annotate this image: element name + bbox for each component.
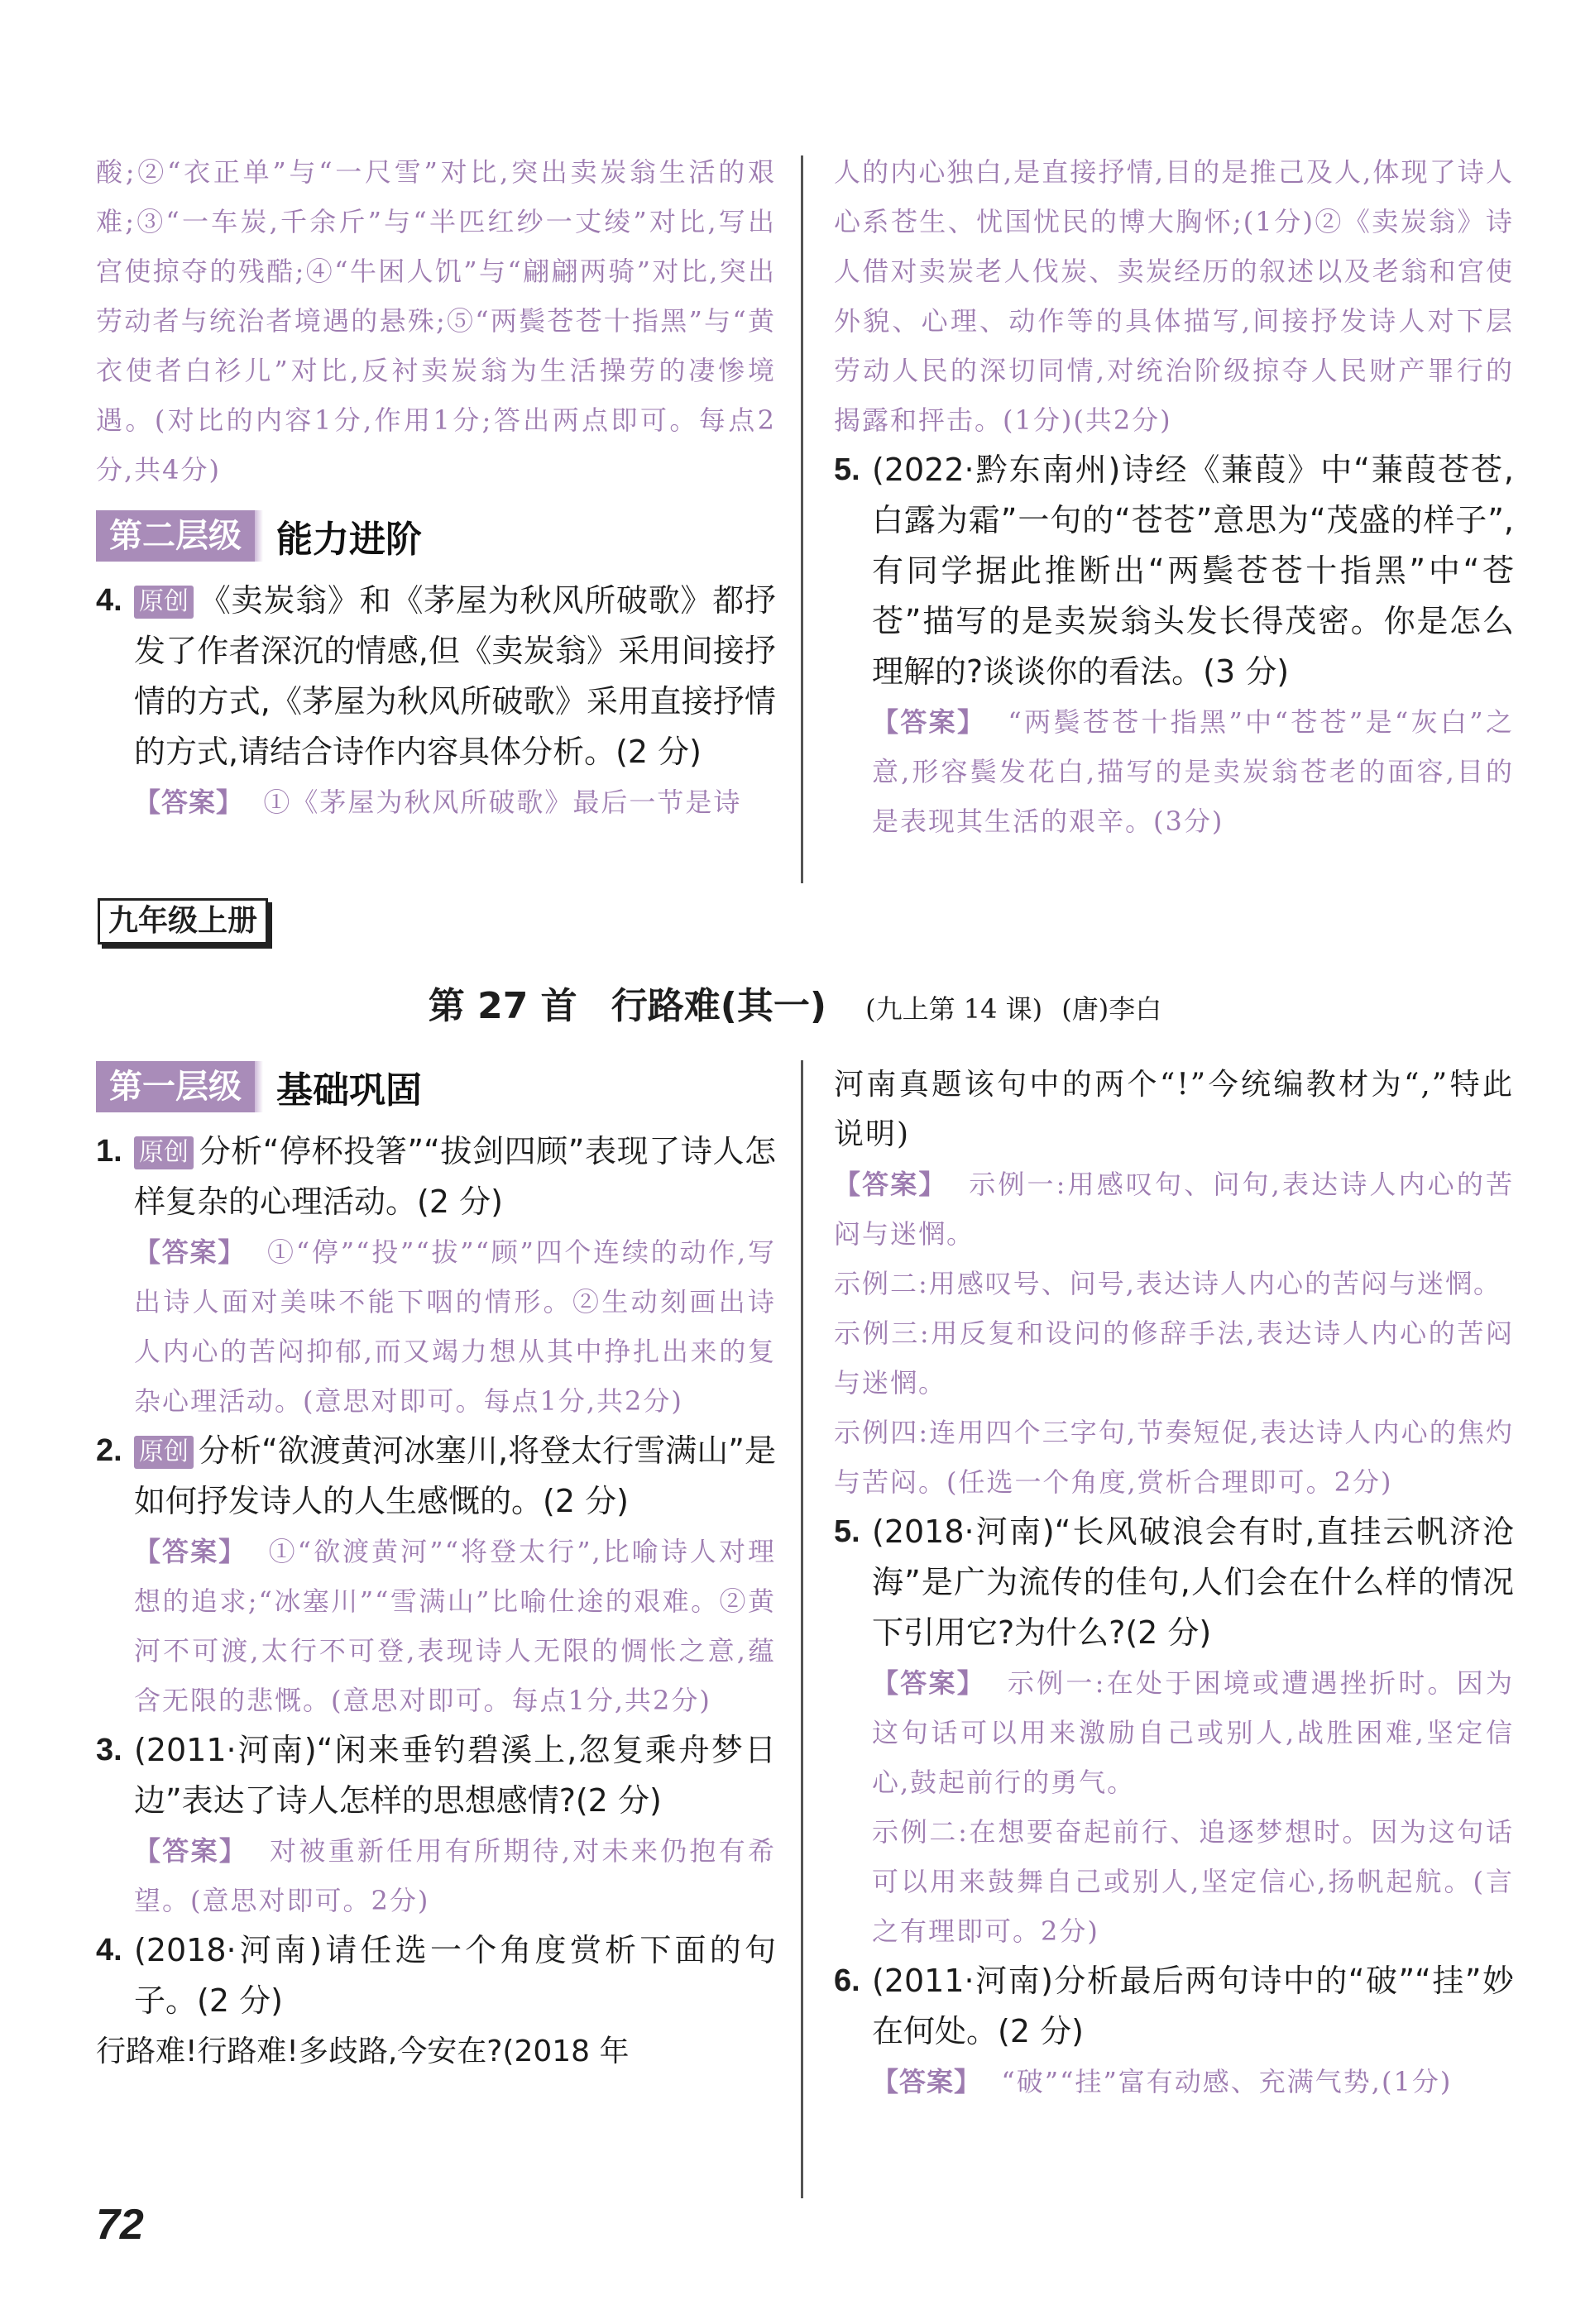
question-text: [134, 1426, 776, 1527]
top-right-column: [834, 147, 1514, 846]
question-number: 2.: [96, 1433, 122, 1468]
question-number: 3.: [96, 1733, 122, 1767]
answer-label: 【答案】: [872, 706, 986, 738]
level-badge: 第一层级: [96, 1061, 255, 1112]
question-number: 5.: [834, 452, 860, 487]
page-number: 72: [96, 2201, 144, 2249]
lesson-source: (九上第 14 课): [865, 993, 1043, 1025]
answer-body: ①“停”“投”“拔”“顾”四个连续的动作,写出诗人面对美味不能下咽的情形。②生动刻画出诗人内心的苦闷抑郁,而又竭力想从其中挣扎出来的复杂心理活动。(意思对即可。每点1分,共2分): [134, 1236, 776, 1417]
question-4: [96, 1925, 776, 2077]
bottom-right-column: [834, 1060, 1514, 2106]
answer: [872, 2057, 1514, 2106]
answer-label: 【答案】: [872, 2066, 982, 2097]
question-text: (2011·河南)“闲来垂钓碧溪上,忽复乘舟梦日边”表达了诗人怎样的思想感情?(2 分): [134, 1732, 776, 1819]
question-text: [134, 576, 776, 777]
answer-example: 示例二:用感叹号、问号,表达诗人内心的苦闷与迷惘。: [834, 1268, 1501, 1299]
answer: [134, 777, 776, 827]
level-badge: 第二层级: [96, 510, 255, 562]
answer: [872, 1658, 1514, 1807]
answer-body: “两鬓苍苍十指黑”中“苍苍”是“灰白”之意,形容鬓发花白,描写的是卖炭翁苍老的面容,目的是表现其生活的艰辛。(3分): [872, 706, 1514, 837]
level-title: 基础巩固: [276, 1069, 422, 1112]
question-number: 4.: [96, 1933, 122, 1968]
column-divider: [801, 155, 803, 883]
question-text: (2018·河南)“长风破浪会有时,直挂云帆济沧海”是广为流传的佳句,人们会在什么样的情况下引用它?为什么?(2 分): [872, 1513, 1514, 1651]
question-text: (2022·黔东南州)诗经《蒹葭》中“蒹葭苍苍,白露为霜”一句的“苍苍”意思为“茂盛的样子”,有同学据此推断出“两鬓苍苍十指黑”中“苍苍”描写的是卖炭翁头发长得茂密。你是怎么理解的?谈谈你的看法。(3 分): [872, 452, 1514, 690]
grade-tag: 九年级上册: [98, 898, 268, 944]
question-1: [96, 1126, 776, 1426]
answer-label: 【答案】: [834, 1169, 947, 1200]
question-3: [96, 1725, 776, 1925]
question-number: 4.: [96, 583, 122, 618]
answer-example: 示例二:在想要奋起前行、追逐梦想时。因为这句话可以用来鼓舞自己或别人,坚定信心,扬帆起航。(言之有理即可。2分): [872, 1816, 1514, 1947]
poem-author: (唐)李白: [1061, 993, 1162, 1025]
original-tag: 原创: [134, 586, 194, 619]
answer-label: 【答案】: [134, 1536, 247, 1567]
answer-example: 示例一:用感叹句、问句,表达诗人内心的苦闷与迷惘。: [834, 1169, 1514, 1250]
question-number: 6.: [834, 1963, 860, 1998]
column-divider: [801, 1060, 803, 2198]
answer-body: 对被重新任用有所期待,对未来仍抱有希望。(意思对即可。2分): [134, 1835, 776, 1916]
answer: [134, 1527, 776, 1725]
question-body: 分析“停杯投箸”“拔剑四顾”表现了诗人怎样复杂的心理活动。(2 分): [134, 1133, 776, 1220]
answer-body: ①《茅屋为秋风所破歌》最后一节是诗: [263, 787, 742, 818]
answer: [872, 697, 1514, 846]
original-tag: 原创: [134, 1436, 194, 1469]
question-5: [834, 1507, 1514, 1956]
answer-continuation: 人的内心独白,是直接抒情,目的是推己及人,体现了诗人心系苍生、忧国忧民的博大胸怀;(1分)②《卖炭翁》诗人借对卖炭老人伐炭、卖炭经历的叙述以及老翁和宫使外貌、心理、动作等的具体描写,间接抒发诗人对下层劳动人民的深切同情,对统治阶级掠夺人民财产罪行的揭露和抨击。(1分)(共2分): [834, 156, 1514, 436]
level-title: 能力进阶: [276, 519, 422, 561]
answer-continuation: 酸;②“衣正单”与“一尺雪”对比,突出卖炭翁生活的艰难;③“一车炭,千余斤”与“半匹红纱一丈绫”对比,写出宫使掠夺的残酷;④“牛困人饥”与“翩翩两骑”对比,突出劳动者与统治者境遇的悬殊;⑤“两鬓苍苍十指黑”与“黄衣使者白衫儿”对比,反衬卖炭翁为生活操劳的凄惨境遇。(对比的内容1分,作用1分;答出两点即可。每点2分,共4分): [96, 156, 776, 485]
answer-example: 示例四:连用四个三字句,节奏短促,表达诗人内心的焦灼与苦闷。(任选一个角度,赏析合理即可。2分): [834, 1417, 1514, 1498]
question-6: [834, 1956, 1514, 2106]
answer-label: 【答案】: [134, 787, 244, 818]
bottom-left-column: [96, 1060, 776, 2077]
question-text: [134, 1126, 776, 1227]
question-text: (2018·河南)请任选一个角度赏析下面的句子。(2 分): [134, 1932, 776, 2019]
question-body: 《卖炭翁》和《茅屋为秋风所破歌》都抒发了作者深沉的情感,但《卖炭翁》采用间接抒情的方式,《茅屋为秋风所破歌》采用直接抒情的方式,请结合诗作内容具体分析。(2 分): [134, 582, 776, 770]
answer-label: 【答案】: [872, 1667, 986, 1699]
answer-example: 示例一:在处于困境或遭遇挫折时。因为这句话可以用来激励自己或别人,战胜困难,坚定信心,鼓起前行的勇气。: [872, 1667, 1514, 1798]
poem-number: 第 27 首: [428, 985, 577, 1027]
original-tag: 原创: [134, 1136, 194, 1169]
question-number: 1.: [96, 1134, 122, 1169]
answer: [134, 1826, 776, 1925]
poem-name: 行路难(其一): [611, 985, 826, 1027]
level-heading: [96, 1060, 776, 1113]
poem-title: [0, 976, 1590, 1029]
answer-body: ①“欲渡黄河”“将登太行”,比喻诗人对理想的追求;“冰塞川”“雪满山”比喻仕途的艰难。②黄河不可渡,太行不可登,表现诗人无限的惆怅之意,蕴含无限的悲慨。(意思对即可。每点1分,共2分): [134, 1536, 776, 1716]
question-body: 分析“欲渡黄河冰塞川,将登太行雪满山”是如何抒发诗人的人生感慨的。(2 分): [134, 1432, 776, 1519]
question-4: [96, 576, 776, 827]
answer: [134, 1227, 776, 1426]
question-continuation: 河南真题该句中的两个“!”今统编教材为“,”特此说明): [834, 1068, 1514, 1151]
question-text: (2011·河南)分析最后两句诗中的“破”“挂”妙在何处。(2 分): [872, 1963, 1514, 2049]
answer: [834, 1160, 1514, 1259]
level-heading: [96, 509, 776, 562]
top-left-column: [96, 147, 776, 827]
question-number: 5.: [834, 1514, 860, 1549]
answer-label: 【答案】: [134, 1236, 247, 1268]
question-2: [96, 1426, 776, 1725]
answer-label: 【答案】: [134, 1835, 248, 1867]
quoted-line: 行路难!行路难!多歧路,今安在?(2018 年: [96, 2035, 630, 2068]
answer-example: 示例三:用反复和设问的修辞手法,表达诗人内心的苦闷与迷惘。: [834, 1317, 1514, 1399]
answer-body: “破”“挂”富有动感、充满气势,(1分): [1001, 2066, 1453, 2097]
question-5: [834, 445, 1514, 846]
